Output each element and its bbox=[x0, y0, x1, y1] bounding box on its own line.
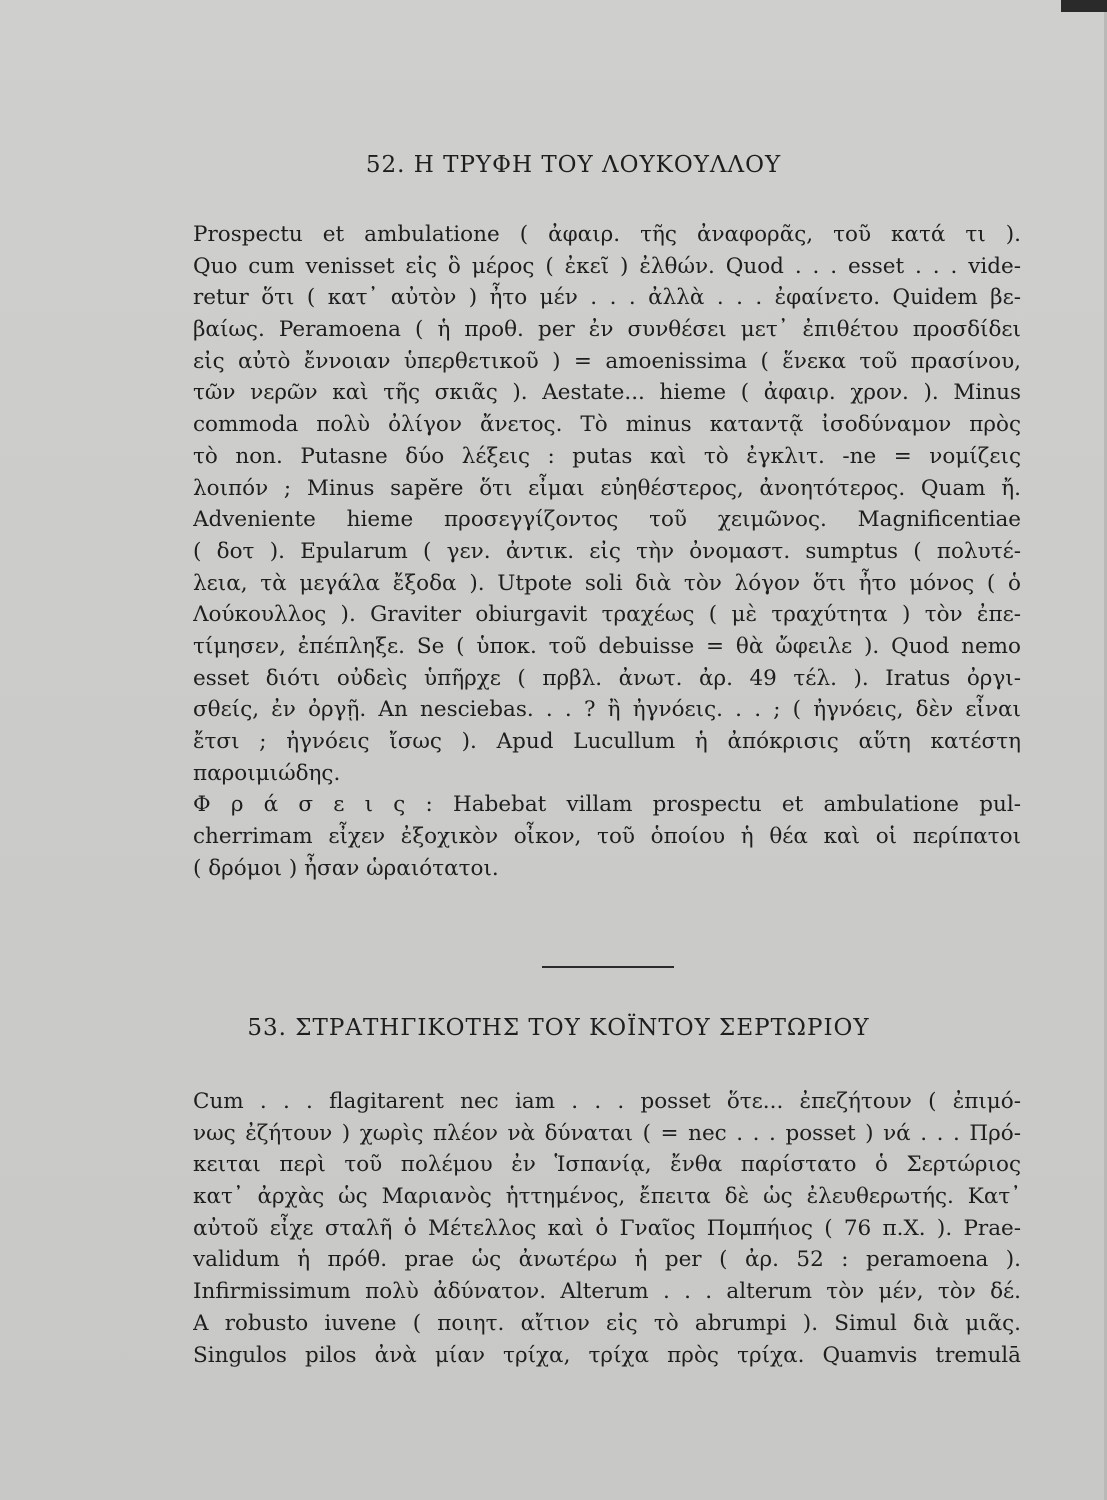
section-53-title: 53. ΣΤΡΑΤΗΓΙΚΟΤΗΣ ΤΟΥ ΚΟΪΝΤΟΥ ΣΕΡΤΩΡΙΟΥ bbox=[247, 1015, 870, 1041]
phrases-line: Φ ρ ά σ ε ι ς : Habebat villam prospectu et ambulatione pul- bbox=[193, 792, 1021, 818]
text-line: νως ἐζήτουν ) χωρὶς πλέον νὰ δύναται ( = nec . . . posset ) νά . . . Πρό- bbox=[193, 1120, 1021, 1146]
section-separator bbox=[542, 966, 674, 968]
text-line: λοιπόν ; Minus sapĕre ὅτι εἶμαι εὐηθέστερος, ἀνοητότερος. Quam ἤ. bbox=[193, 475, 1021, 501]
text-line: τίμησεν, ἐπέπληξε. Se ( ὑποκ. τοῦ debuisse = θὰ ὤφειλε ). Quod nemo bbox=[193, 633, 1021, 659]
text-line: κατ᾽ ἀρχὰς ὡς Μαριανὸς ἡττημένος, ἔπειτα δὲ ὡς ἐλευθερωτής. Κατ᾽ bbox=[193, 1184, 1021, 1210]
text-line: σθείς, ἐν ὀργῇ. An nesciebas. . . ? ἢ ἠγνόεις. . . ; ( ἠγνόεις, δὲν εἶναι bbox=[193, 697, 1021, 723]
text-line: validum ἡ πρόθ. prae ὡς ἀνωτέρω ἡ per ( ἀρ. 52 : peramoena ). bbox=[193, 1247, 1021, 1273]
text-line: Infirmissimum πολὺ ἀδύνατον. Alterum . . . alterum τὸν μέν, τὸν δέ. bbox=[193, 1279, 1021, 1305]
text-line: κειται περὶ τοῦ πολέμου ἐν Ἱσπανίᾳ, ἔνθα παρίστατο ὁ Σερτώριος bbox=[193, 1152, 1021, 1178]
text-line: λεια, τὰ μεγάλα ἔξοδα ). Utpote soli διὰ τὸν λόγον ὅτι ἦτο μόνος ( ὁ bbox=[193, 570, 1021, 596]
scan-corner-mark bbox=[1061, 0, 1107, 12]
text-line: βαίως. Peramoena ( ἡ προθ. per ἐν συνθέσει μετ᾽ ἐπιθέτου προσδίδει bbox=[193, 317, 1021, 343]
text-line: Cum . . . flagitarent nec iam . . . posset ὅτε... ἐπεζήτουν ( ἐπιμό- bbox=[193, 1089, 1021, 1114]
text-line: Adveniente hieme προσεγγίζοντος τοῦ χειμῶνος. Magnificentiae bbox=[193, 507, 1021, 533]
text-line: εἰς αὐτὸ ἔννοιαν ὑπερθετικοῦ ) = amoenissima ( ἕνεκα τοῦ πρασίνου, bbox=[193, 348, 1021, 374]
text-line: τῶν νερῶν καὶ τῆς σκιᾶς ). Aestate... hieme ( ἀφαιρ. χρον. ). Minus bbox=[193, 380, 1021, 406]
section-52-body bbox=[193, 219, 1021, 884]
text-line: ( δρόμοι ) ἦσαν ὡραιότατοι. bbox=[193, 855, 499, 881]
section-52-title: 52. Η ΤΡΥΦΗ ΤΟΥ ΛΟΥΚΟΥΛΛΟΥ bbox=[365, 152, 782, 178]
text-line: αὐτοῦ εἶχε σταλῆ ὁ Μέτελλος καὶ ὁ Γναῖος Πομπήιος ( 76 π.Χ. ). Prae- bbox=[193, 1215, 1021, 1241]
text-line: esset διότι οὐδεὶς ὑπῆρχε ( πρβλ. ἀνωτ. ἀρ. 49 τέλ. ). Iratus ὀργι- bbox=[193, 665, 1021, 691]
section-53-body bbox=[193, 1086, 1021, 1371]
text-line: Prospectu et ambulatione ( ἀφαιρ. τῆς ἀναφορᾶς, τοῦ κατά τι ). bbox=[193, 222, 1021, 247]
text-line: ( δοτ ). Epularum ( γεν. ἀντικ. εἰς τὴν ὀνομαστ. sumptus ( πολυτέ- bbox=[193, 538, 1021, 564]
text-line: ἔτσι ; ἠγνόεις ἴσως ). Apud Lucullum ἡ ἀπόκρισις αὕτη κατέστη bbox=[193, 729, 1021, 754]
text-line: παροιμιώδης. bbox=[193, 760, 341, 786]
text-line: Quo cum venisset εἰς ὃ μέρος ( ἐκεῖ ) ἐλθών. Quod . . . esset . . . vide- bbox=[193, 253, 1021, 279]
text-line: A robusto iuvene ( ποιητ. αἴτιον εἰς τὸ abrumpi ). Simul διὰ μιᾶς. bbox=[193, 1310, 1021, 1336]
text-line: τὸ non. Putasne δύο λέξεις : putas καὶ τὸ ἐγκλιτ. -ne = νομίζεις bbox=[193, 443, 1021, 469]
text-line: cherrimam εἶχεν ἐξοχικὸν οἶκον, τοῦ ὁποίου ἡ θέα καὶ οἱ περίπατοι bbox=[193, 824, 1021, 850]
text-line: commoda πολὺ ὀλίγον ἄνετος. Τὸ minus καταντᾷ ἰσοδύναμον πρὸς bbox=[193, 412, 1021, 438]
text-line: Λούκουλλος ). Graviter obiurgavit τραχέως ( μὲ τραχύτητα ) τὸν ἐπε- bbox=[193, 602, 1021, 628]
text-line: retur ὅτι ( κατ᾽ αὐτὸν ) ἦτο μέν . . . ἀλλὰ . . . ἐφαίνετο. Quidem βε- bbox=[193, 285, 1021, 311]
text-line: Singulos pilos ἀνὰ μίαν τρίχα, τρίχα πρὸς τρίχα. Quamvis tremulā bbox=[193, 1342, 1021, 1368]
